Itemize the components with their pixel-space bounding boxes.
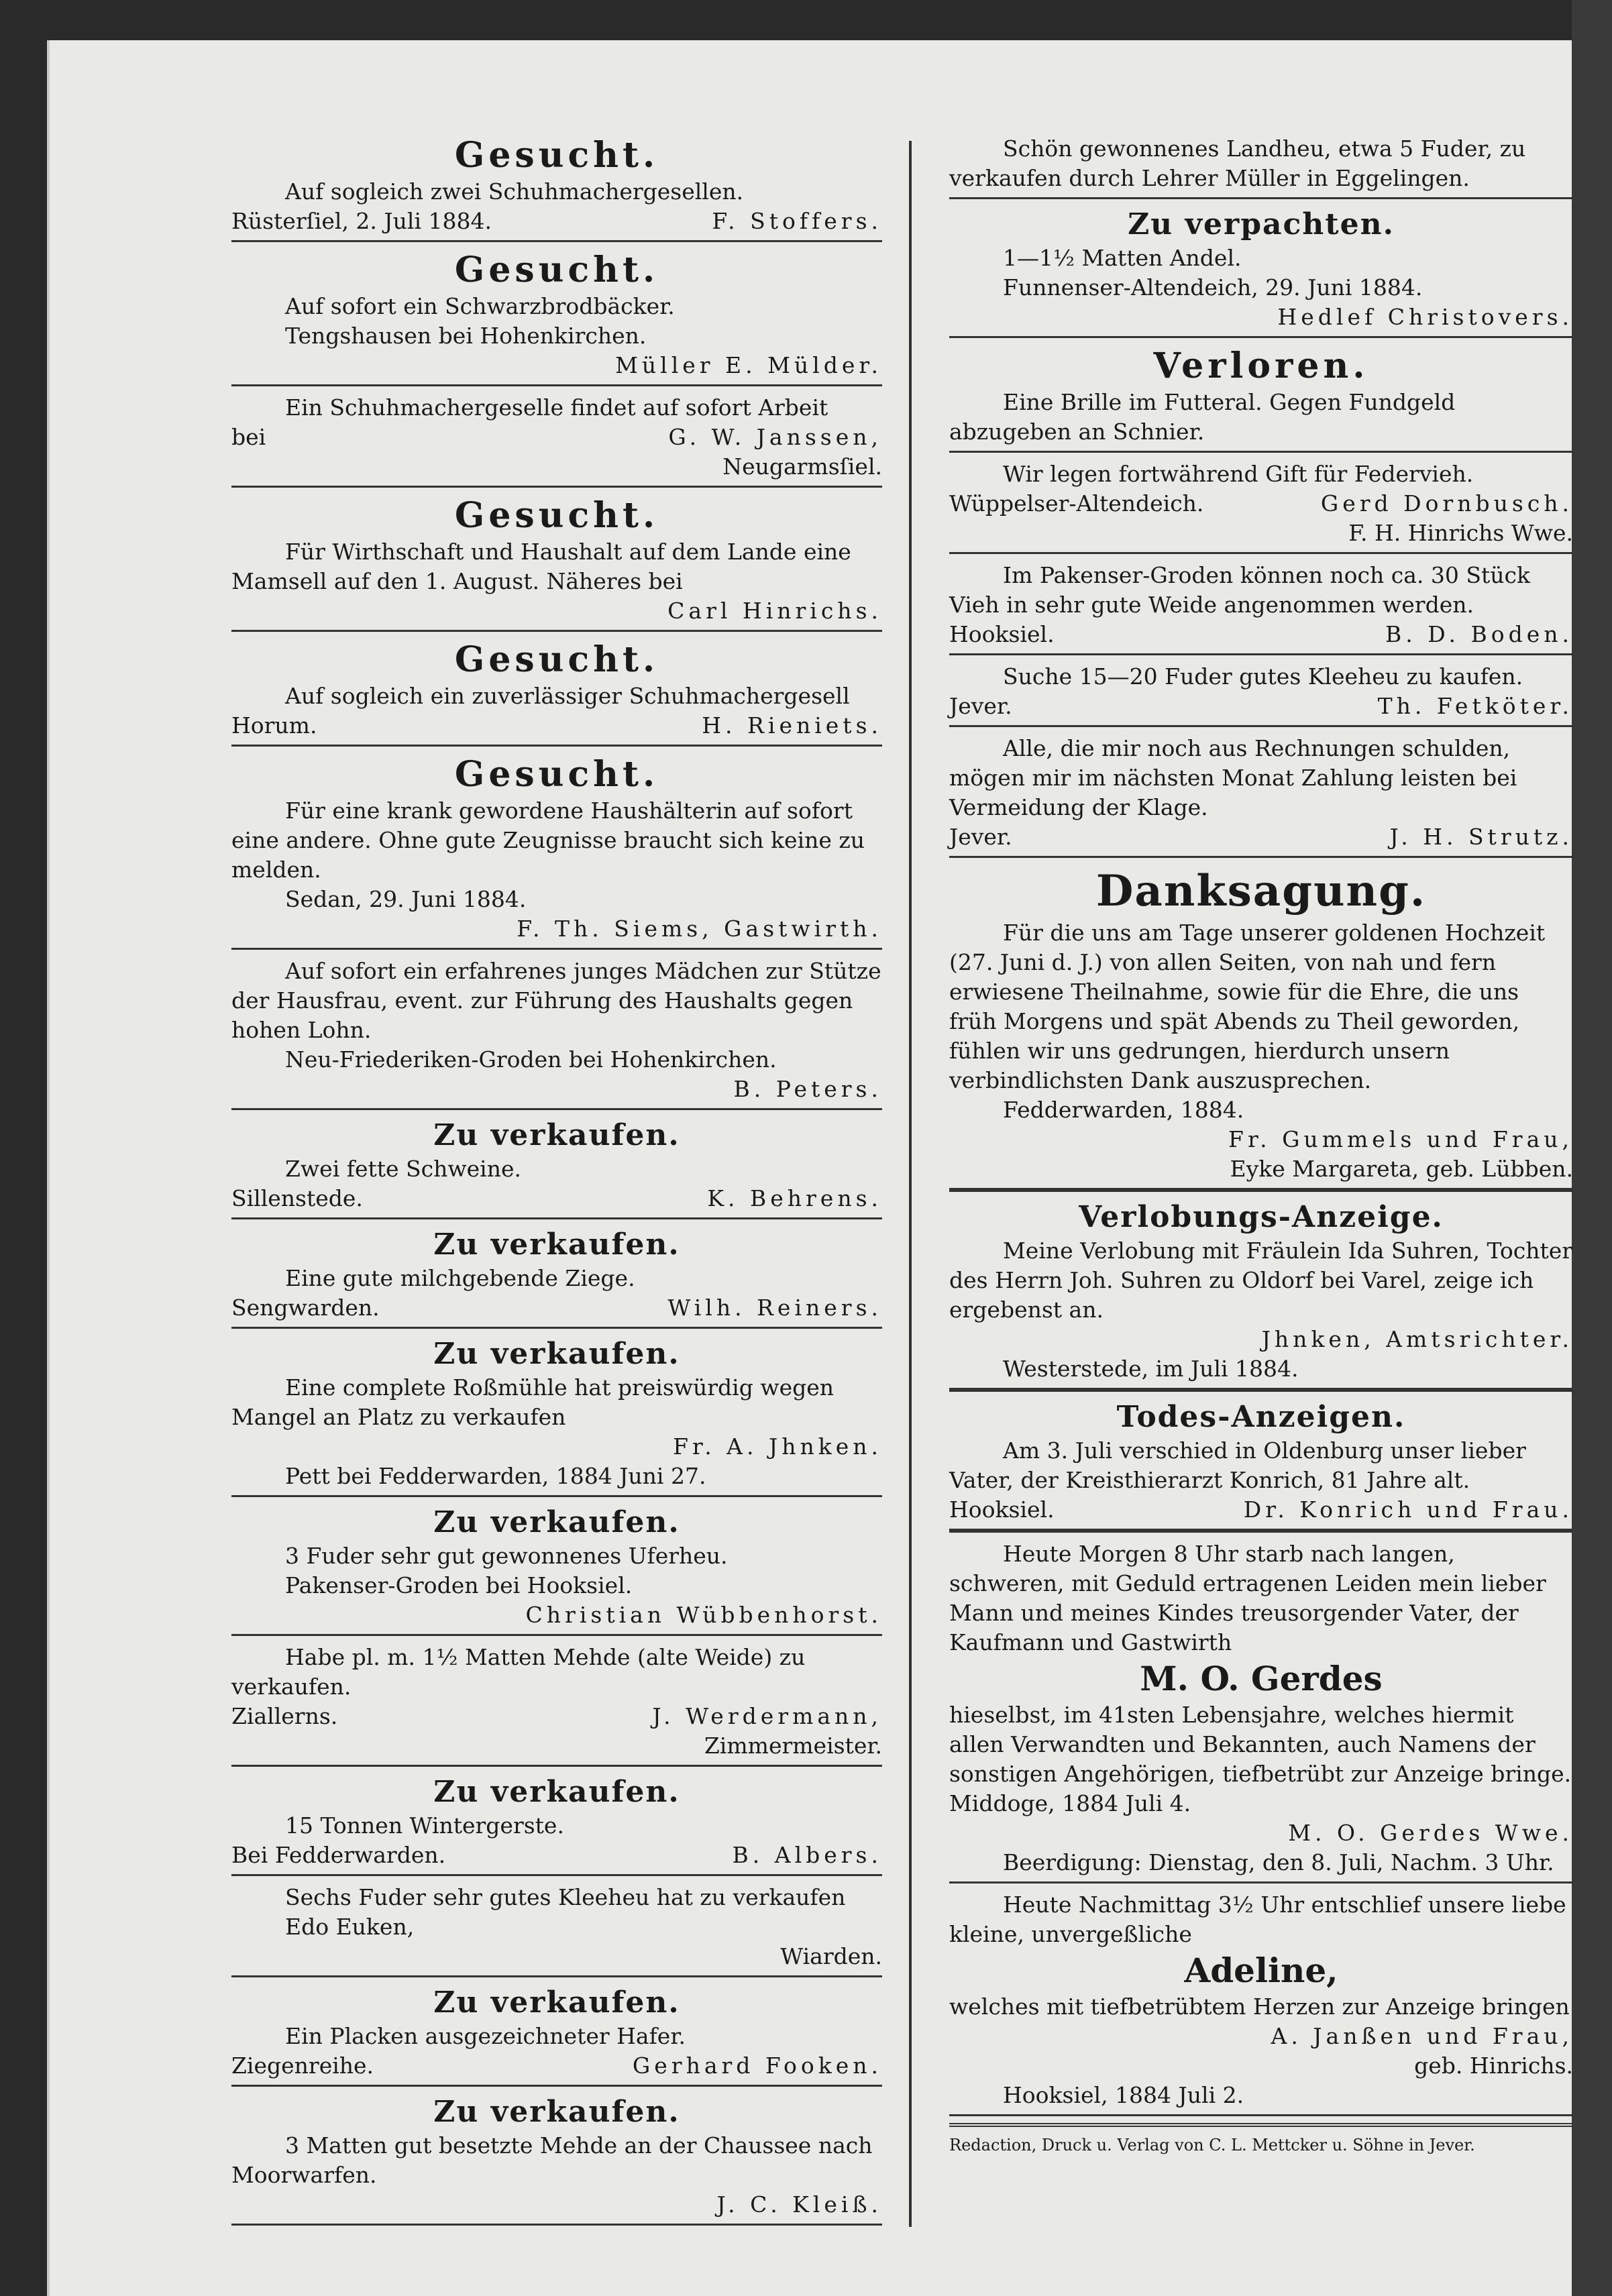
- ad-heading: Verlobungs-Anzeige.: [1079, 1200, 1444, 1234]
- advertisement: [949, 865, 1573, 1184]
- ad-text: Eine Brille im Futteral. Gegen Fundgeld abzugeben an Schnier.: [949, 389, 1456, 445]
- signature: Christian Wübbenhorst.: [525, 1602, 882, 1628]
- ad-text: Edo Euken,: [285, 1914, 415, 1940]
- signature: G. W. Janssen,: [668, 424, 882, 450]
- signature-row: [231, 1184, 882, 1213]
- signature-row-2: [231, 1942, 882, 1971]
- separator-rule: [949, 197, 1573, 199]
- signature: Dr. Konrich und Frau.: [1243, 1496, 1573, 1523]
- ad-text: Auf sofort ein erfahrenes junges Mädchen zur Stütze der Hausfrau, event. zur Führung des Haushalts gegen hohen Lohn.: [231, 958, 881, 1043]
- signature: Eyke Margareta, geb. Lübben.: [1230, 1156, 1573, 1182]
- ad-text: Für Wirthschaft und Haushalt auf dem Lande eine Mamsell auf den 1. August. Näheres bei: [231, 539, 851, 594]
- signature-row: [231, 207, 882, 236]
- ad-text: hieselbst, im 41sten Lebensjahre, welches hiermit allen Verwandten und Bekannten, auch Namens der sonstigen Angehörigen, tiefbetrübt zur Anzeige bringe.: [949, 1702, 1572, 1787]
- signature: A. Janßen und Frau,: [1271, 2023, 1573, 2049]
- signature: Jhnken, Amtsrichter.: [1261, 1326, 1573, 1352]
- ad-text: Auf sogleich ein zuverlässiger Schuhmachergesell: [285, 683, 850, 709]
- ad-text: Sechs Fuder sehr gutes Kleeheu hat zu verkaufen: [285, 1884, 846, 1910]
- ad-text: 3 Matten gut besetzte Mehde an der Chaussee nach Moorwarfen.: [231, 2132, 873, 2188]
- advertisement: [231, 1226, 882, 1323]
- imprint: Redaction, Druck u. Verlag von C. L. Mettcker u. Söhne in Jever.: [949, 2136, 1475, 2154]
- signature: Gerd Dornbusch.: [1320, 490, 1573, 516]
- ad-text: Sedan, 29. Juni 1884.: [285, 886, 527, 912]
- signature: J. Werdermann,: [652, 1703, 882, 1729]
- separator-rule: [949, 552, 1573, 554]
- signature-row-2: [949, 518, 1573, 548]
- ad-text: Middoge, 1884 Juli 4.: [949, 1790, 1191, 1816]
- separator-rule: [231, 2224, 882, 2226]
- separator-rule: [231, 1874, 882, 1876]
- signature-row: [949, 620, 1573, 649]
- advertisement: [231, 1984, 882, 2081]
- ad-heading: Gesucht.: [454, 135, 659, 176]
- signature-row: [231, 423, 882, 452]
- advertisement: [231, 1773, 882, 1870]
- ad-text: Eine gute milchgebende Ziege.: [285, 1265, 635, 1291]
- signature-row: [949, 692, 1573, 721]
- signature: Fr. Gummels und Frau,: [1228, 1126, 1573, 1152]
- signature: Zimmermeister.: [704, 1733, 882, 1759]
- signature: B. Peters.: [733, 1076, 882, 1102]
- place: Ziegenreihe.: [231, 2053, 374, 2079]
- advertisement: [949, 1199, 1573, 1384]
- advertisement: [949, 1890, 1573, 2110]
- signature: B. Albers.: [732, 1842, 882, 1868]
- separator-rule: [231, 745, 882, 747]
- ad-text: Ein Schuhmachergeselle findet auf sofort Arbeit: [285, 394, 828, 421]
- ad-text: Auf sofort ein Schwarzbrodbäcker.: [285, 293, 675, 319]
- separator-rule: [949, 856, 1573, 858]
- advertisement: [949, 134, 1573, 193]
- signature-row: [949, 1495, 1573, 1525]
- ad-text: 3 Fuder sehr gut gewonnenes Uferheu.: [285, 1543, 728, 1569]
- ad-text: Für eine krank gewordene Haushälterin auf sofort eine andere. Ohne gute Zeugnisse braucht sich keine zu melden.: [231, 798, 865, 883]
- ad-text: Heute Morgen 8 Uhr starb nach langen, schweren, mit Geduld ertragenen Leiden mein lieber Mann und meines Kindes treusorgender Vater, der Kaufmann und Gastwirth: [949, 1541, 1546, 1655]
- ad-text: Fedderwarden, 1884.: [1003, 1097, 1244, 1123]
- ad-heading: Verloren.: [1153, 345, 1369, 386]
- signature-row: [231, 1600, 882, 1630]
- ad-heading: Zu verkaufen.: [433, 1505, 680, 1539]
- column-divider: [909, 141, 912, 2227]
- ad-heading: Zu verkaufen.: [433, 1985, 680, 2020]
- advertisement: [949, 1399, 1573, 1525]
- place: Bei Fedderwarden.: [231, 1842, 446, 1868]
- signature-row: [949, 489, 1573, 518]
- advertisement: [949, 459, 1573, 548]
- ad-text: welches mit tiefbetrübtem Herzen zur Anzeige bringen: [949, 1993, 1570, 2020]
- ad-heading: Zu verkaufen.: [433, 2095, 680, 2129]
- separator-rule: [231, 1975, 882, 1977]
- signature-row: [231, 914, 882, 944]
- ad-text: Am 3. Juli verschied in Oldenburg unser lieber Vater, der Kreisthierarzt Konrich, 81 Jahre alt.: [949, 1437, 1526, 1493]
- ad-heading: Zu verkaufen.: [433, 1337, 680, 1371]
- ad-heading: Gesucht.: [454, 250, 659, 290]
- ad-date: Pett bei Fedderwarden, 1884 Juni 27.: [285, 1463, 706, 1489]
- place: Ziallerns.: [231, 1703, 338, 1729]
- separator-rule: [231, 1217, 882, 1219]
- place: Sengwarden.: [231, 1295, 380, 1321]
- deceased-name: M. O. Gerdes: [1140, 1659, 1383, 1698]
- advertisement: [231, 956, 882, 1104]
- separator-rule: [949, 1881, 1573, 1883]
- place: Horum.: [231, 712, 317, 739]
- separator-rule: [949, 1529, 1573, 1533]
- signature: Carl Hinrichs.: [667, 598, 882, 624]
- ad-heading: Zu verkaufen.: [433, 1227, 680, 1262]
- place: Jever.: [949, 693, 1012, 719]
- signature: J. H. Strutz.: [1389, 824, 1573, 850]
- advertisement: [231, 249, 882, 380]
- separator-rule: [231, 486, 882, 488]
- separator-rule: [949, 1188, 1573, 1192]
- place: Wüppelser-Altendeich.: [949, 490, 1204, 516]
- separator-rule: [231, 1765, 882, 1767]
- ad-text: Meine Verlobung mit Fräulein Ida Suhren, Tochter des Herrn Joh. Suhren zu Oldorf bei Varel, zeige ich ergebenst an.: [949, 1238, 1573, 1323]
- signature-row-2: [231, 452, 882, 482]
- advertisement: [949, 345, 1573, 447]
- separator-rule: [949, 451, 1573, 453]
- signature: Neugarmsſiel.: [722, 453, 882, 480]
- separator-rule: [949, 336, 1573, 338]
- advertisement: [949, 662, 1573, 721]
- ad-text: 15 Tonnen Wintergerste.: [285, 1812, 564, 1839]
- signature-row: [231, 1432, 882, 1462]
- ad-date: Westerstede, im Juli 1884.: [1003, 1356, 1299, 1382]
- ad-text: Im Pakenser-Groden können noch ca. 30 Stück Vieh in sehr gute Weide angenommen werden.: [949, 562, 1530, 618]
- signature-row: [231, 1075, 882, 1104]
- signature: B. D. Boden.: [1385, 621, 1573, 647]
- ad-text: Alle, die mir noch aus Rechnungen schulden, mögen mir im nächsten Monat Zahlung leisten bei Vermeidung der Klage.: [949, 735, 1517, 820]
- signature-row-2: [949, 1154, 1573, 1184]
- signature: Müller E. Mülder.: [615, 352, 882, 378]
- signature-row: [949, 1325, 1573, 1354]
- separator-rule: [231, 1634, 882, 1636]
- signature: Th. Fetköter.: [1377, 693, 1573, 719]
- separator-rule: [231, 948, 882, 950]
- ad-heading: Zu verkaufen.: [433, 1775, 680, 1809]
- advertisement: [231, 1335, 882, 1491]
- advertisement: [231, 2093, 882, 2220]
- signature: Gerhard Fooken.: [632, 2053, 882, 2079]
- separator-rule: [949, 2114, 1573, 2116]
- signature-row: [231, 2190, 882, 2220]
- separator-rule: [231, 1495, 882, 1497]
- advertisement: [949, 206, 1573, 332]
- signature: Fr. A. Jhnken.: [673, 1433, 882, 1460]
- signature-row: [231, 1293, 882, 1323]
- ad-text: Ein Placken ausgezeichneter Hafer.: [285, 2023, 686, 2049]
- ad-heading: Gesucht.: [454, 754, 659, 795]
- ad-text: Tengshausen bei Hohenkirchen.: [285, 323, 647, 349]
- place: Hooksiel.: [949, 621, 1055, 647]
- signature-row: [949, 303, 1573, 332]
- advertisement: [231, 1643, 882, 1761]
- advertisement: [231, 1117, 882, 1213]
- signature-row: [231, 1702, 882, 1731]
- separator-rule: [949, 725, 1573, 727]
- signature-row-2: [231, 1731, 882, 1761]
- separator-rule: [231, 240, 882, 242]
- separator-rule: [231, 1108, 882, 1110]
- deceased-name: Adeline,: [1184, 1951, 1338, 1990]
- separator-rule: [231, 2085, 882, 2087]
- advertisement: [231, 1883, 882, 1971]
- left-column: [231, 134, 882, 2232]
- place: bei: [231, 424, 266, 450]
- advertisement: [231, 134, 882, 236]
- place: Hooksiel.: [949, 1496, 1055, 1523]
- separator-rule: [231, 384, 882, 386]
- signature-row: [949, 822, 1573, 852]
- ad-heading: Zu verkaufen.: [433, 1118, 680, 1152]
- ad-text: Wir legen fortwährend Gift für Federvieh.: [1003, 461, 1474, 487]
- ad-heading: Gesucht.: [454, 639, 659, 680]
- signature-row: [231, 711, 882, 741]
- right-column: [949, 134, 1573, 2156]
- signature: F. Stoffers.: [712, 208, 882, 234]
- separator-rule: [231, 1327, 882, 1329]
- ad-text: Heute Nachmittag 3½ Uhr entschlief unsere liebe kleine, unvergeßliche: [949, 1892, 1566, 1947]
- signature: F. H. Hinrichs Wwe.: [1348, 520, 1573, 546]
- signature-row: [231, 2051, 882, 2081]
- advertisement: [231, 393, 882, 482]
- ad-text: Habe pl. m. 1½ Matten Mehde (alte Weide) zu verkaufen.: [231, 1644, 806, 1700]
- ad-heading: Todes-Anzeigen.: [1116, 1400, 1406, 1434]
- ad-text: Funnenser-Altendeich, 29. Juni 1884.: [1003, 274, 1423, 300]
- advertisement: [949, 561, 1573, 649]
- advertisement: [231, 753, 882, 944]
- place: Jever.: [949, 824, 1012, 850]
- separator-rule: [231, 630, 882, 632]
- ad-text: Zwei fette Schweine.: [285, 1156, 521, 1182]
- ad-text: 1—1½ Matten Andel.: [1003, 245, 1242, 271]
- signature: M. O. Gerdes Wwe.: [1288, 1820, 1573, 1846]
- signature: Wilh. Reiners.: [667, 1295, 882, 1321]
- separator-rule: [949, 653, 1573, 655]
- place: Sillenstede.: [231, 1185, 363, 1211]
- place: Rüsterſiel, 2. Juli 1884.: [231, 208, 492, 234]
- ad-text: Schön gewonnenes Landheu, etwa 5 Fuder, zu verkaufen durch Lehrer Müller in Eggelingen.: [949, 135, 1526, 191]
- ad-text: Neu-Friederiken-Groden bei Hohenkirchen.: [285, 1046, 777, 1073]
- ad-date: Hooksiel, 1884 Juli 2.: [1003, 2082, 1244, 2108]
- ad-text: Auf sogleich zwei Schuhmachergesellen.: [285, 178, 744, 205]
- ad-text: Für die uns am Tage unserer goldenen Hochzeit (27. Juni d. J.) von allen Seiten, von nah und fern erwiesene Theilnahme, sowie für die Ehre, die uns früh Morgens und spät Abends zu Theil geworden, fühlen wir uns gedrungen, hierdurch unsern verbindlichsten Dank auszusprechen.: [949, 920, 1546, 1093]
- signature-row: [231, 1841, 882, 1870]
- signature: J. C. Kleiß.: [716, 2191, 882, 2218]
- signature: H. Rieniets.: [702, 712, 882, 739]
- signature-row: [231, 351, 882, 380]
- ad-date: Beerdigung: Dienstag, den 8. Juli, Nachm. 3 Uhr.: [1003, 1849, 1554, 1875]
- signature-row: [949, 2022, 1573, 2051]
- ad-text: Eine complete Roßmühle hat preiswürdig wegen Mangel an Platz zu verkaufen: [231, 1374, 835, 1430]
- signature: Wiarden.: [780, 1943, 882, 1969]
- advertisement: [949, 1539, 1573, 1877]
- signature: geb. Hinrichs.: [1414, 2053, 1573, 2079]
- signature-row: [949, 1818, 1573, 1848]
- signature: F. Th. Siems, Gastwirth.: [517, 916, 882, 942]
- ad-heading: Gesucht.: [454, 495, 659, 536]
- separator-rule: [949, 1388, 1573, 1392]
- ad-heading: Zu verpachten.: [1128, 207, 1395, 241]
- signature-row-2: [949, 2051, 1573, 2081]
- ad-heading: Danksagung.: [1095, 866, 1427, 916]
- signature: Hedlef Christovers.: [1277, 304, 1573, 330]
- advertisement: [949, 734, 1573, 852]
- ad-text: Suche 15—20 Fuder gutes Kleeheu zu kaufen.: [1003, 663, 1523, 690]
- signature: K. Behrens.: [707, 1185, 882, 1211]
- advertisement: [231, 639, 882, 741]
- signature-row: [231, 596, 882, 626]
- scan-edge: [1572, 0, 1612, 2296]
- signature-row: [949, 1125, 1573, 1154]
- advertisement: [231, 494, 882, 626]
- ad-text: Pakenser-Groden bei Hooksiel.: [285, 1572, 633, 1598]
- advertisement: [231, 1504, 882, 1630]
- separator-rule: [949, 2123, 1573, 2127]
